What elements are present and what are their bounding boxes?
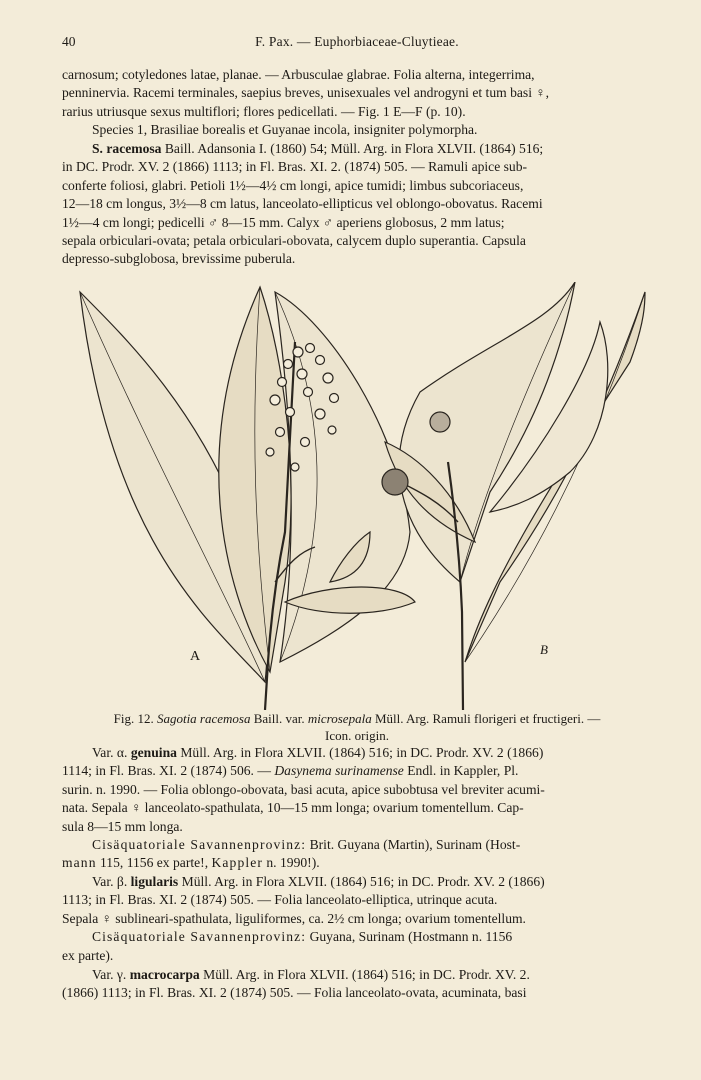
text-line: nata. Sepala ♀ lanceolato-spathulata, 10—15 mm longa; ovarium tomentellum. Cap-	[62, 800, 524, 816]
text-line: 12—18 cm longus, 3½—8 cm latus, lanceolato-ellipticus vel oblongo-obovatus. Racemi	[62, 196, 543, 212]
variety-name: macrocarpa	[129, 967, 200, 982]
variety-beta	[62, 873, 652, 965]
text-line: sepala orbiculari-ovata; petala orbiculari-obovata, calycem duplo superantia. Capsula	[62, 233, 526, 249]
species-description	[62, 140, 652, 269]
text-line: Var. α. genuina Müll. Arg. in Flora XLVII. (1864) 516; in DC. Prodr. XV. 2 (1866)	[92, 745, 544, 760]
text-line: rarius utriusque sexus multiflori; flores pedicellati. — Fig. 1 E—F (p. 10).	[62, 103, 466, 119]
text-line: sula 8—15 mm longa.	[62, 818, 183, 834]
text-line: in DC. Prodr. XV. 2 (1866) 1113; in Fl. Bras. XI. 2. (1874) 505. — Ramuli apice sub-	[62, 159, 528, 175]
caption-variety: microsepala	[307, 711, 372, 726]
species-count-line: Species 1, Brasiliae borealis et Guyanae incola, insigniter polymorpha.	[92, 122, 478, 138]
figure-label-b: B	[540, 642, 548, 657]
text-line: depresso-subglobosa, brevissime puberula.	[62, 251, 296, 267]
running-title: F. Pax. — Euphorbiaceae-Cluytieae.	[255, 34, 459, 49]
text-line: 1113; in Fl. Bras. XI. 2 (1874) 505. — Folia lanceolato-elliptica, utrinque acuta.	[62, 892, 498, 908]
caption-taxon: Sagotia racemosa	[156, 711, 251, 726]
variety-name: genuina	[130, 745, 177, 760]
figure-caption	[62, 710, 652, 744]
text-line: 1½—4 cm longi; pedicelli ♂ 8—15 mm. Calyx ♂ aperiens globosus, 2 mm latus;	[62, 214, 505, 230]
text-line: 1114; in Fl. Bras. XI. 2 (1874) 506. — Dasynema surinamense Endl. in Kappler, Pl.	[62, 763, 519, 779]
botanical-illustration	[70, 282, 650, 710]
text-line: surin. n. 1990. — Folia oblongo-obovata, basi acuta, apice subobtusa vel breviter acumi-	[62, 781, 545, 797]
text-line: Sepala ♀ sublineari-spathulata, liguliformes, ca. 2½ cm longa; ovarium tomentellum.	[62, 910, 526, 926]
figure-number: Fig. 12.	[113, 711, 154, 726]
figure-label-a: A	[190, 649, 201, 664]
caption-author: Baill. var.	[250, 711, 308, 726]
branch-a	[80, 287, 415, 710]
distribution-line: Cisäquatoriale Savannenprovinz: Guyana, Surinam (Hostmann n. 1156	[92, 929, 513, 945]
caption-rest: Müll. Arg. Ramuli florigeri et fructigeri. —	[371, 711, 601, 726]
text-line: carnosum; cotyledones latae, planae. — Arbusculae glabrae. Folia alterna, integerrima,	[62, 67, 535, 82]
page-header	[62, 34, 652, 54]
caption-line-1	[62, 710, 652, 727]
text-line: ex parte).	[62, 947, 114, 963]
genus-description	[62, 66, 652, 140]
variety-gamma	[62, 966, 652, 1003]
text-line: mann 115, 1156 ex parte!, Kappler n. 1990!).	[62, 855, 320, 871]
species-line-1	[62, 140, 652, 158]
fruit-capsule	[382, 469, 408, 495]
text-line: Var. γ. macrocarpa Müll. Arg. in Flora XLVII. (1864) 516; in DC. Prodr. XV. 2.	[92, 967, 530, 982]
page-number: 40	[62, 34, 76, 49]
branch-b	[382, 282, 645, 710]
species-citation: Baill. Adansonia I. (1860) 54; Müll. Arg. in Flora XLVII. (1864) 516;	[161, 141, 544, 156]
distribution-line: Cisäquatoriale Savannenprovinz: Brit. Guyana (Martin), Surinam (Host-	[92, 837, 521, 853]
synonym: Dasynema surinamense	[274, 763, 404, 779]
variety-name: ligularis	[130, 874, 179, 889]
plant-drawing	[70, 282, 650, 710]
variety-alpha	[62, 744, 652, 873]
text-line: conferte foliosi, glabri. Petioli 1½—4½ cm longi, apice tumidi; limbus subcoriaceus,	[62, 177, 524, 193]
text-line: penninervia. Racemi terminales, saepius breves, unisexuales vel androgyni et tum basi ♀,	[62, 85, 549, 101]
text-line: (1866) 1113; in Fl. Bras. XI. 2 (1874) 505. — Folia lanceolato-ovata, acuminata, basi	[62, 985, 527, 1001]
caption-line-2: Icon. origin.	[325, 728, 389, 743]
flower-head	[430, 412, 450, 432]
species-name: S. racemosa	[92, 141, 162, 156]
text-line: Var. β. ligularis Müll. Arg. in Flora XLVII. (1864) 516; in DC. Prodr. XV. 2 (1866)	[92, 874, 545, 889]
